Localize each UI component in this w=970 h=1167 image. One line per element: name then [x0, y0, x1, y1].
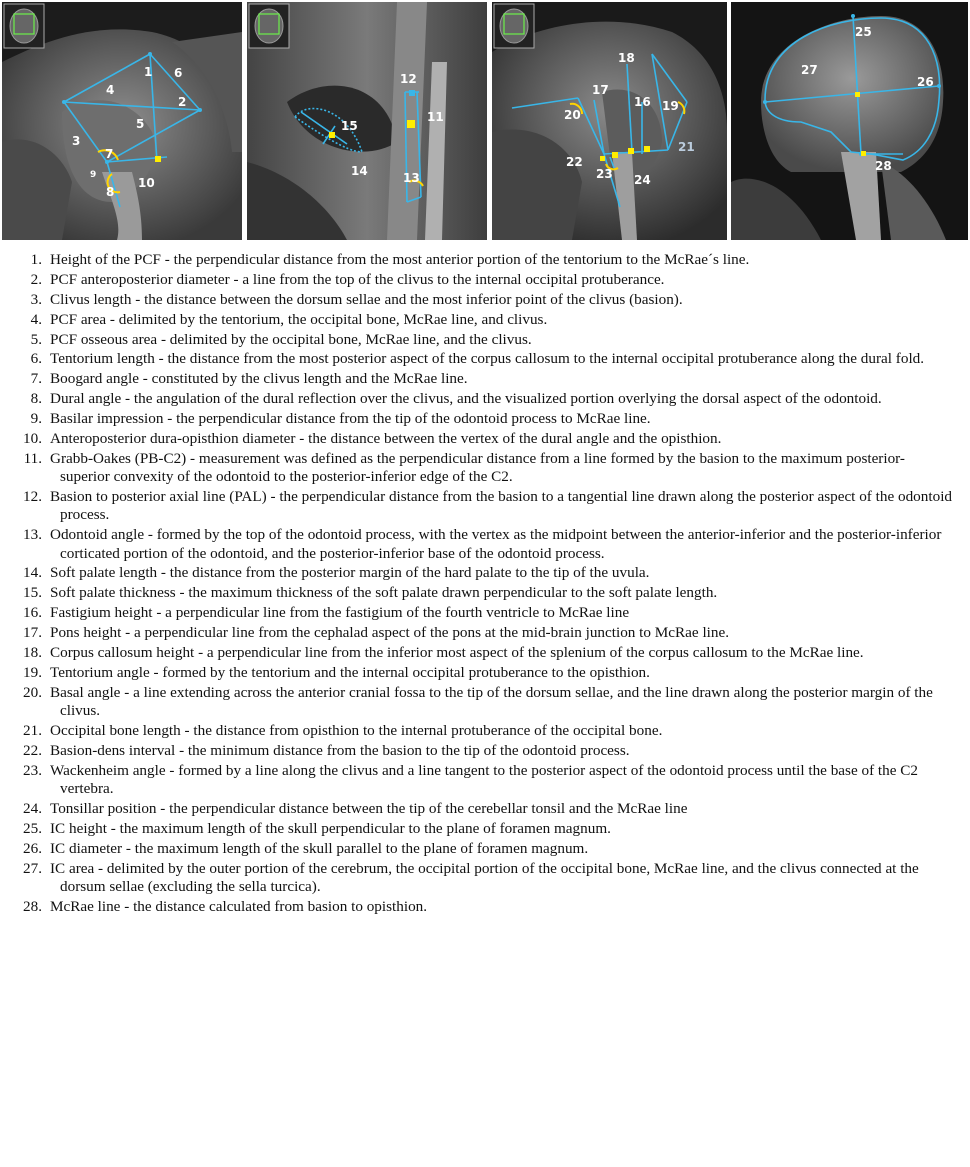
legend-text: IC area - delimited by the outer portion of the cerebrum, the occipital portion of the occipital bone, McRae line, and the clivus connected at the dorsum sellae (excluding the sella turcica).: [50, 859, 919, 895]
legend-text: Fastigium height - a perpendicular line from the fastigium of the fourth ventricle to McRae line: [50, 604, 630, 622]
mri-panel-c: [492, 2, 727, 240]
legend-text: Occipital bone length - the distance from opisthion to the internal protuberance of the occipital bone.: [50, 722, 663, 739]
panel-c-label-24: 24: [634, 173, 651, 187]
legend-text: PCF osseous area - delimited by the occipital bone, McRae line, and the clivus.: [50, 330, 532, 348]
legend-item-10: [0, 430, 970, 448]
legend-text: Basion to posterior axial line (PAL) - the perpendicular distance from the basion to a tangential line drawn along the posterior aspect of the odontoid process.: [50, 488, 953, 524]
legend-number: 4.: [30, 310, 42, 328]
legend-text: McRae line - the distance calculated from basion to opisthion.: [50, 897, 428, 915]
legend-number: 12.: [23, 488, 42, 506]
legend-text: Basion-dens interval - the minimum distance from the basion to the tip of the odontoid process.: [50, 741, 630, 759]
panel-d-label-25: 25: [855, 25, 872, 39]
mri-panel-d-drawing: [731, 2, 968, 240]
legend-text: PCF area - delimited by the tentorium, the occipital bone, McRae line, and clivus.: [50, 310, 548, 328]
mri-panel-a: [2, 2, 242, 240]
panel-a-label-8: 8: [106, 185, 115, 199]
legend-item-2: [0, 271, 970, 289]
panel-a-label-7: 7: [105, 147, 114, 161]
legend-text: Tentorium length - the distance from the most posterior aspect of the corpus callosum to the internal occipital protuberance along the dural fold.: [50, 350, 925, 368]
legend-number: 5.: [30, 330, 42, 348]
panel-d-label-26: 26: [917, 75, 934, 89]
panel-b-label-11: 11: [427, 110, 444, 124]
panel-b-label-15: 15: [341, 119, 358, 133]
panel-d-label-27: 27: [801, 63, 818, 77]
legend-item-9: [0, 410, 970, 428]
panel-a-label-5: 5: [136, 117, 145, 131]
panel-c-label-22: 22: [566, 155, 583, 169]
panel-c-label-19: 19: [662, 99, 679, 113]
legend-text: IC height - the maximum length of the skull perpendicular to the plane of foramen magnum.: [50, 819, 611, 837]
legend-text: Wackenheim angle - formed by a line along the clivus and a line tangent to the posterior aspect of the odontoid process until the base of the C2 vertebra.: [50, 761, 919, 798]
panel-d-label-28: 28: [875, 159, 892, 173]
legend-text: Basal angle - a line extending across the anterior cranial fossa to the tip of the dorsum sellae, and the line drawn along the posterior margin of the clivus.: [50, 683, 933, 720]
legend-item-8: [0, 390, 970, 408]
legend-number: 26.: [23, 839, 42, 857]
legend-number: 25.: [23, 819, 42, 837]
legend-number: 27.: [23, 859, 42, 877]
panel-b-label-14: 14: [351, 164, 368, 178]
panel-a-label-9: 9: [90, 170, 97, 180]
panel-a-label-3: 3: [72, 134, 81, 148]
legend-number: 21.: [23, 722, 42, 739]
mri-panel-b-drawing: [247, 2, 487, 240]
panel-c-label-18: 18: [618, 51, 635, 65]
scout-thumbnail: [249, 4, 289, 48]
mri-panel-c-drawing: [492, 2, 727, 240]
legend-item-14: [0, 564, 970, 582]
legend-text: IC diameter - the maximum length of the skull parallel to the plane of foramen magnum.: [50, 839, 589, 857]
legend-text: Basilar impression - the perpendicular distance from the tip of the odontoid process to McRae line.: [50, 410, 651, 428]
legend-item-20: [0, 684, 970, 721]
panel-c-label-20: 20: [564, 108, 581, 122]
panel-b-label-13: 13: [403, 171, 420, 185]
legend-number: 28.: [23, 897, 42, 915]
legend-item-26: [0, 840, 970, 858]
legend-text: Corpus callosum height - a perpendicular line from the inferior most aspect of the splenium of the corpus callosum to the McRae line.: [50, 644, 864, 662]
legend-item-1: [0, 251, 970, 269]
legend-item-16: [0, 604, 970, 622]
legend-number: 13.: [23, 526, 42, 544]
legend-number: 18.: [23, 644, 42, 662]
legend-number: 16.: [23, 604, 42, 622]
legend-text: Tonsillar position - the perpendicular distance between the tip of the cerebellar tonsil and the McRae line: [50, 799, 688, 817]
panel-a-label-1: 1: [144, 65, 153, 79]
legend-number: 24.: [23, 799, 42, 817]
legend-number: 20.: [23, 683, 42, 701]
panel-c-label-21: 21: [678, 140, 695, 154]
legend-item-22: [0, 742, 970, 760]
legend-number: 17.: [23, 624, 42, 642]
panel-b-label-12: 12: [400, 72, 417, 86]
legend-item-12: [0, 488, 970, 525]
legend-text: Dural angle - the angulation of the dural reflection over the clivus, and the visualized portion overlying the dorsal aspect of the odontoid.: [50, 390, 882, 408]
legend-item-4: [0, 311, 970, 329]
legend-number: 23.: [23, 761, 42, 779]
legend-number: 11.: [23, 449, 42, 467]
legend-item-3: [0, 291, 970, 309]
measurement-legend: [0, 251, 970, 918]
legend-number: 1.: [30, 251, 42, 268]
legend-text: Tentorium angle - formed by the tentorium and the internal occipital protuberance to the opisthion.: [50, 663, 650, 681]
legend-item-23: [0, 762, 970, 799]
legend-item-17: [0, 624, 970, 642]
legend-item-18: [0, 644, 970, 662]
legend-text: Soft palate length - the distance from the posterior margin of the hard palate to the tip of the uvula.: [50, 564, 650, 582]
legend-item-27: [0, 860, 970, 897]
scout-thumbnail: [494, 4, 534, 48]
panel-c-label-17: 17: [592, 83, 609, 97]
legend-number: 2.: [30, 270, 42, 288]
scout-thumbnail: [4, 4, 44, 48]
mri-panel-d: [731, 2, 968, 240]
legend-number: 14.: [23, 564, 42, 582]
legend-text: Pons height - a perpendicular line from the cephalad aspect of the pons at the mid-brain junction to McRae line.: [50, 624, 730, 642]
legend-text: Height of the PCF - the perpendicular distance from the most anterior portion of the tentorium to the McRae´s line.: [50, 251, 750, 268]
legend-number: 22.: [23, 741, 42, 759]
legend-item-6: [0, 350, 970, 368]
legend-number: 10.: [23, 430, 42, 448]
legend-text: PCF anteroposterior diameter - a line from the top of the clivus to the internal occipital protuberance.: [50, 270, 665, 288]
legend-text: Soft palate thickness - the maximum thickness of the soft palate drawn perpendicular to the soft palate length.: [50, 584, 718, 602]
panel-c-label-23: 23: [596, 167, 613, 181]
legend-number: 3.: [30, 290, 42, 308]
legend-item-21: [0, 722, 970, 740]
legend-number: 19.: [23, 663, 42, 681]
legend-item-25: [0, 820, 970, 838]
mri-panel-b: [247, 2, 487, 240]
legend-number: 7.: [30, 370, 42, 388]
legend-item-7: [0, 370, 970, 388]
legend-text: Anteroposterior dura-opisthion diameter - the distance between the vertex of the dural angle and the opisthion.: [50, 430, 722, 448]
legend-number: 8.: [30, 390, 42, 408]
legend-item-28: [0, 898, 970, 916]
legend-number: 15.: [23, 584, 42, 602]
legend-text: Clivus length - the distance between the dorsum sellae and the most inferior point of the clivus (basion).: [50, 290, 683, 308]
legend-number: 9.: [30, 410, 42, 428]
mri-panel-a-drawing: [2, 2, 242, 240]
legend-number: 6.: [30, 350, 42, 368]
legend-text: Boogard angle - constituted by the clivus length and the McRae line.: [50, 370, 468, 388]
legend-text: Grabb-Oakes (PB-C2) - measurement was defined as the perpendicular distance from a line formed by the basion to the maximum posterior-superior convexity of the odontoid to the posterior-inferior edge of the C2.: [50, 449, 905, 486]
legend-item-11: [0, 450, 970, 487]
panel-c-label-16: 16: [634, 95, 651, 109]
panel-a-label-10: 10: [138, 176, 155, 190]
panel-a-label-6: 6: [174, 66, 183, 80]
panel-a-label-2: 2: [178, 95, 187, 109]
legend-text: Odontoid angle - formed by the top of the odontoid process, with the vertex as the midpoint between the anterior-inferior and the posterior-inferior corticated portion of the odontoid, and the posterior-inferior base of the odontoid process.: [50, 526, 942, 562]
panel-a-label-4: 4: [106, 83, 115, 97]
legend-item-15: [0, 584, 970, 602]
legend-item-19: [0, 664, 970, 682]
legend-item-13: [0, 526, 970, 563]
legend-item-24: [0, 800, 970, 818]
legend-item-5: [0, 331, 970, 349]
